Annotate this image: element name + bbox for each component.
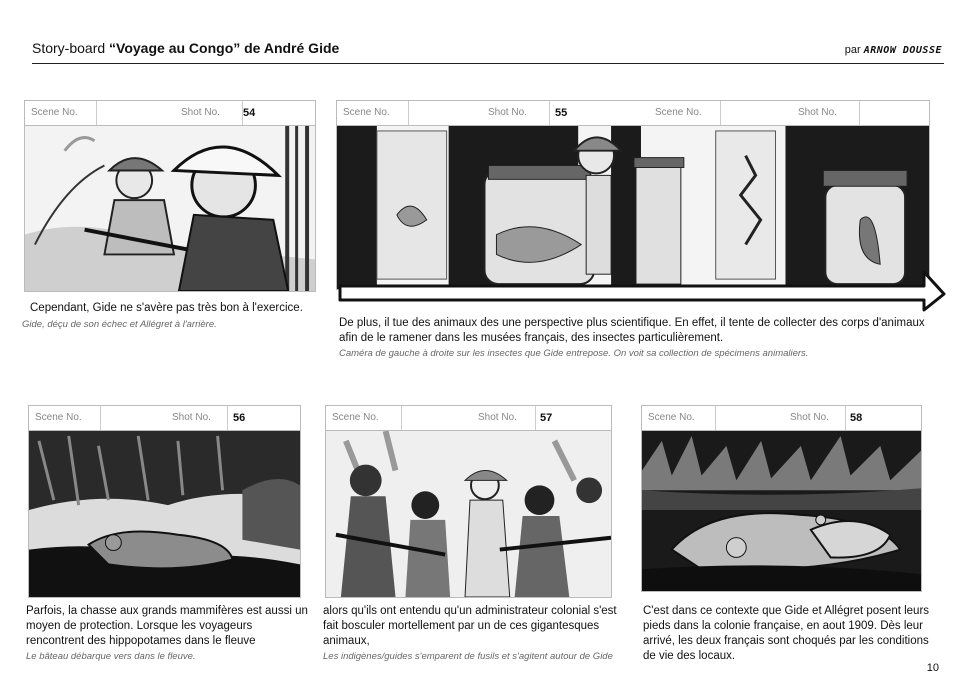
panel-illustration	[29, 431, 300, 597]
panel-caption: De plus, il tue des animaux des une perspective plus scientifique. En effet, il tente de collecter des corps d'animaux afin de le ramener dans les musées français, des insectes particulièrement.	[339, 317, 925, 344]
panel-illustration	[25, 126, 315, 291]
panel-header	[25, 101, 315, 126]
panel-header	[29, 406, 300, 431]
shot-label-secondary: Shot No.	[792, 101, 860, 125]
shot-number: 56	[233, 412, 246, 424]
panel-note: Le bâteau débarque vers dans le fleuve.	[26, 651, 196, 662]
page-number: 10	[926, 662, 939, 674]
storyboard-panel-57	[325, 405, 612, 598]
shot-label: Shot No.	[166, 406, 228, 430]
scene-label-secondary: Scene No.	[649, 101, 721, 125]
specimen-jars-illustration	[337, 126, 929, 289]
storyboard-panel-56	[28, 405, 301, 598]
guides-with-rifles-illustration	[326, 431, 611, 597]
panel-caption: Cependant, Gide ne s'avère pas très bon à l'exercice.	[30, 302, 303, 314]
scene-label: Scene No.	[29, 406, 101, 430]
shot-label: Shot No.	[472, 406, 536, 430]
shot-label: Shot No.	[784, 406, 846, 430]
panel-note: Les indigènes/guides s'emparent de fusils et s'agitent autour de Gide	[323, 651, 613, 662]
scene-label: Scene No.	[25, 101, 97, 125]
storyboard-panel-55	[336, 100, 930, 290]
sketch-hunters-illustration	[25, 126, 315, 291]
panel-caption: C'est dans ce contexte que Gide et Allégret posent leurs pieds dans la colonie française, en aout 1909. Dès leur arrivé, les deux français sont choqués par les conditions de vie des locaux.	[643, 605, 930, 662]
hippos-in-water-illustration	[642, 431, 921, 591]
panel-header	[642, 406, 921, 431]
panel-note: Caméra de gauche à droite sur les insectes que Gide entrepose. On voit sa collection de spécimens animaliers.	[339, 348, 809, 359]
scene-label: Scene No.	[326, 406, 402, 430]
panel-illustration	[642, 431, 921, 591]
header-divider	[32, 63, 944, 64]
shot-number: 57	[540, 412, 553, 424]
page-header	[32, 40, 944, 64]
page-title: Story-board “Voyage au Congo” de André Gide	[32, 40, 340, 56]
panel-illustration	[337, 126, 929, 289]
author-credit: par ARNOW DOUSSE	[844, 44, 942, 56]
shot-label: Shot No.	[175, 101, 243, 125]
panel-caption: Parfois, la chasse aux grands mammifères est aussi un moyen de protection. Lorsque les voyageurs rencontrent des hippopotames dans le fleuve	[26, 605, 308, 647]
storyboard-panel-54	[24, 100, 316, 292]
shot-number: 55	[555, 107, 568, 119]
shot-label: Shot No.	[482, 101, 550, 125]
shot-number: 58	[850, 412, 863, 424]
scene-label: Scene No.	[642, 406, 716, 430]
panel-illustration	[326, 431, 611, 597]
shot-number: 54	[243, 107, 256, 119]
panel-header	[337, 101, 929, 126]
panel-note: Gide, déçu de son échec et Allégret à l'arrière.	[22, 319, 217, 330]
scene-label: Scene No.	[337, 101, 409, 125]
author-signature: ARNOW DOUSSE	[863, 45, 942, 56]
panel-header	[326, 406, 611, 431]
river-hippo-illustration	[29, 431, 300, 597]
panel-caption: alors qu'ils ont entendu qu'un administrateur colonial s'est fait bosculer mortellement par un de ces gigantesques animaux,	[323, 605, 617, 647]
storyboard-panel-58	[641, 405, 922, 592]
camera-pan-arrow	[336, 268, 948, 312]
